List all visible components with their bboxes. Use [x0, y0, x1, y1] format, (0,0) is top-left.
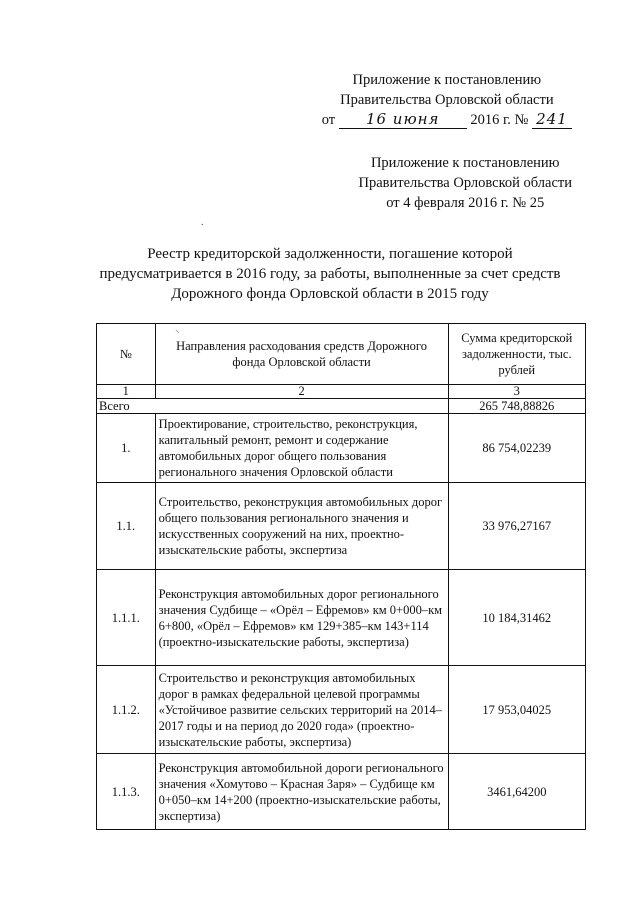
scan-scribble: ⸌: [175, 328, 180, 338]
row-num: 1.1.: [97, 483, 156, 570]
approval-line-2: Правительства Орловской области: [340, 92, 554, 108]
original-line-1: Приложение к постановлению: [370, 155, 560, 171]
approval-date-line: [322, 110, 572, 130]
scan-speck: .: [201, 217, 204, 228]
title-line-1: Реестр кредиторской задолженности, погашение которой: [147, 246, 513, 262]
table-row: [97, 414, 586, 483]
row-num: 1.1.2.: [97, 666, 156, 754]
row-direction: Проектирование, строительство, реконструкция, капитальный ремонт, ремонт и содержание автомобильных дорог общего пользования регионального значения Орловской области: [155, 414, 448, 483]
total-sum: 265 748,88826: [448, 399, 585, 414]
table-row: [97, 483, 586, 570]
row-sum: 17 953,04025: [448, 666, 585, 754]
total-label: Всего: [97, 399, 449, 414]
column-index-row: [97, 385, 586, 399]
table-row: [97, 666, 586, 754]
approval-year-text: 2016 г. №: [470, 112, 529, 128]
table-header-row: [97, 324, 586, 385]
table-row: [97, 754, 586, 830]
row-sum: 33 976,27167: [448, 483, 585, 570]
row-direction: Строительство, реконструкция автомобильных дорог общего пользования регионального значения и искусственных сооружений на них, проектно-изыскательские работы, экспертиза: [155, 483, 448, 570]
col-index-1: 1: [97, 385, 156, 399]
original-line-2: Правительства Орловской области: [358, 175, 572, 191]
row-sum: 86 754,02239: [448, 414, 585, 483]
approval-from-label: от: [321, 112, 336, 128]
row-num: 1.1.1.: [97, 570, 156, 666]
row-num: 1.1.3.: [97, 754, 156, 830]
col-index-3: 3: [448, 385, 585, 399]
row-sum: 10 184,31462: [448, 570, 585, 666]
debt-registry-table: [96, 323, 586, 830]
approval-line-1: Приложение к постановлению: [352, 72, 542, 88]
total-row: [97, 399, 586, 414]
handwritten-number: 241: [536, 110, 568, 128]
approval-date-field: [339, 111, 467, 129]
header-direction: Направления расходования средств Дорожного фонда Орловской области: [155, 324, 448, 385]
approval-number-field: [532, 111, 572, 129]
handwritten-date: 16 июня: [365, 110, 440, 128]
approval-header: [322, 70, 572, 130]
title-line-3: Дорожного фонда Орловской области в 2015 году: [171, 286, 489, 302]
row-sum: 3461,64200: [448, 754, 585, 830]
row-direction: Реконструкция автомобильной дороги регионального значения «Хомутово – Красная Заря» – Судбище км 0+050–км 14+200 (проектно-изыскательские работы, экспертиза): [155, 754, 448, 830]
row-num: 1.: [97, 414, 156, 483]
row-direction: Строительство и реконструкция автомобильных дорог в рамках федеральной целевой программы «Устойчивое развитие сельских территорий на 2014–2017 годы и на период до 2020 года» (проектно-изыскательские работы, экспертиза): [155, 666, 448, 754]
row-direction: Реконструкция автомобильных дорог регионального значения Судбище – «Орёл – Ефремов» км 0+000–км 6+800, «Орёл – Ефремов» км 129+385–км 143+114 (проектно-изыскательские работы, экспертиза): [155, 570, 448, 666]
original-line-3: от 4 февраля 2016 г. № 25: [386, 195, 545, 211]
header-num: №: [97, 324, 156, 385]
title-line-2: предусматривается в 2016 году, за работы, выполненные за счет средств: [99, 266, 561, 282]
col-index-2: 2: [155, 385, 448, 399]
header-sum: Сумма кредиторской задолженности, тыс. рублей: [448, 324, 585, 385]
document-title: [60, 244, 600, 304]
table-row: [97, 570, 586, 666]
original-header: [359, 153, 573, 213]
